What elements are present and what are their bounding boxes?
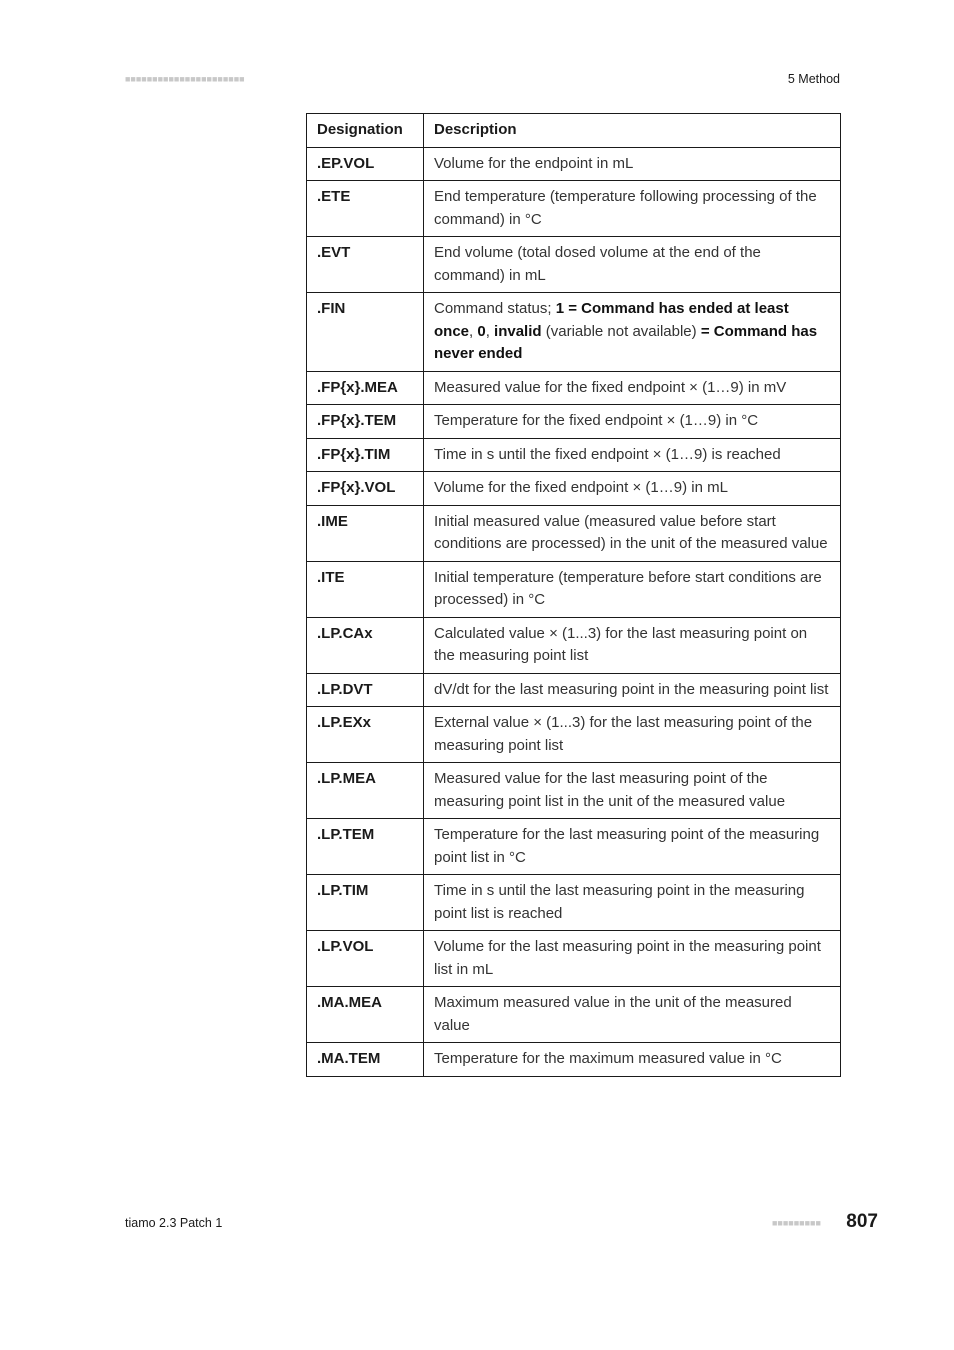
description-cell	[424, 237, 841, 293]
description-cell	[424, 617, 841, 673]
designation-cell: .FP{x}.TIM	[307, 438, 424, 472]
description-cell	[424, 673, 841, 707]
description-cell	[424, 371, 841, 405]
description-cell	[424, 147, 841, 181]
table-row	[307, 181, 841, 237]
description-text: Volume for the endpoint in mL	[434, 154, 634, 172]
description-bold-text: 0	[477, 322, 486, 340]
table-row	[307, 371, 841, 405]
designation-cell: .LP.VOL	[307, 931, 424, 987]
description-text: Temperature for the fixed endpoint × (1…9) in °C	[434, 412, 759, 429]
description-cell	[424, 181, 841, 237]
designation-cell: .LP.TIM	[307, 875, 424, 931]
designation-cell: .LP.EXx	[307, 707, 424, 763]
description-bold-text: 1 = Command has ended at least once	[434, 300, 789, 340]
description-cell	[424, 931, 841, 987]
table-row	[307, 472, 841, 506]
table-row	[307, 617, 841, 673]
description-text: ,	[485, 322, 495, 340]
table-row	[307, 763, 841, 819]
designation-cell: .IME	[307, 505, 424, 561]
table-row	[307, 147, 841, 181]
footer-decoration: ■■■■■■■■■	[772, 1218, 821, 1228]
description-text: (variable not available)	[541, 322, 701, 340]
description-text: Command status;	[434, 300, 556, 317]
description-cell	[424, 561, 841, 617]
description-text: End volume (total dosed volume at the end of the command) in mL	[434, 244, 761, 284]
description-text: Time in s until the fixed endpoint × (1…9) is reached	[434, 445, 781, 463]
table-row	[307, 561, 841, 617]
description-text: Initial measured value (measured value before start conditions are processed) in the unit of the measured value	[434, 512, 828, 552]
description-cell	[424, 875, 841, 931]
description-text: ,	[469, 322, 478, 340]
description-cell	[424, 987, 841, 1043]
description-text: Measured value for the last measuring point of the measuring point list in the unit of the measured value	[434, 770, 786, 810]
designation-cell: .ITE	[307, 561, 424, 617]
table-row	[307, 293, 841, 372]
description-cell	[424, 438, 841, 472]
designation-cell: .FP{x}.MEA	[307, 371, 424, 405]
description-text: Measured value for the fixed endpoint × (1…9) in mV	[434, 378, 787, 396]
description-cell	[424, 707, 841, 763]
header-section-title: 5 Method	[787, 72, 840, 86]
description-text: Maximum measured value in the unit of the measured value	[434, 994, 792, 1034]
description-cell	[424, 1043, 841, 1077]
designation-cell: .EP.VOL	[307, 147, 424, 181]
designation-cell: .ETE	[307, 181, 424, 237]
designation-cell: .FP{x}.VOL	[307, 472, 424, 506]
table-row	[307, 1043, 841, 1077]
table-row	[307, 405, 841, 439]
footer-product-name: tiamo 2.3 Patch 1	[125, 1216, 223, 1230]
designation-cell: .EVT	[307, 237, 424, 293]
designation-cell: .LP.TEM	[307, 819, 424, 875]
designation-cell: .MA.MEA	[307, 987, 424, 1043]
designation-cell: .LP.DVT	[307, 673, 424, 707]
column-header-description: Description	[424, 114, 841, 148]
designation-cell: .LP.CAx	[307, 617, 424, 673]
description-text: dV/dt for the last measuring point in the measuring point list	[434, 680, 829, 698]
description-text: Initial temperature (temperature before start conditions are processed) in °C	[434, 568, 822, 608]
designation-cell: .FIN	[307, 293, 424, 372]
header-decoration: ■■■■■■■■■■■■■■■■■■■■■■	[125, 74, 245, 84]
table-row	[307, 673, 841, 707]
column-header-designation: Designation	[307, 114, 424, 148]
description-text: Volume for the last measuring point in the measuring point list in mL	[434, 938, 821, 978]
description-text: External value × (1...3) for the last measuring point of the measuring point list	[434, 714, 813, 754]
table-row	[307, 819, 841, 875]
description-cell	[424, 819, 841, 875]
description-cell	[424, 505, 841, 561]
description-text: Temperature for the maximum measured value in °C	[434, 1050, 782, 1067]
description-text: Temperature for the last measuring point of the measuring point list in °C	[434, 826, 820, 866]
description-bold-text: invalid	[494, 322, 542, 340]
description-text: Time in s until the last measuring point in the measuring point list is reached	[434, 882, 805, 922]
table-row	[307, 438, 841, 472]
table-row	[307, 505, 841, 561]
page-number: 807	[846, 1211, 878, 1232]
designation-cell: .LP.MEA	[307, 763, 424, 819]
description-text: Volume for the fixed endpoint × (1…9) in mL	[434, 479, 728, 496]
variables-table	[306, 113, 841, 1077]
designation-cell: .MA.TEM	[307, 1043, 424, 1077]
description-cell	[424, 405, 841, 439]
table-row	[307, 237, 841, 293]
designation-cell: .FP{x}.TEM	[307, 405, 424, 439]
table-row	[307, 875, 841, 931]
description-text: End temperature (temperature following processing of the command) in °C	[434, 188, 817, 228]
table-row	[307, 931, 841, 987]
description-cell	[424, 293, 841, 372]
table-body	[307, 147, 841, 1076]
table-row	[307, 987, 841, 1043]
table-row	[307, 707, 841, 763]
description-text: Calculated value × (1...3) for the last measuring point on the measuring point list	[434, 624, 808, 664]
description-cell	[424, 472, 841, 506]
description-bold-text: = Command has never ended	[434, 322, 818, 362]
description-cell	[424, 763, 841, 819]
table-header-row	[307, 114, 841, 148]
